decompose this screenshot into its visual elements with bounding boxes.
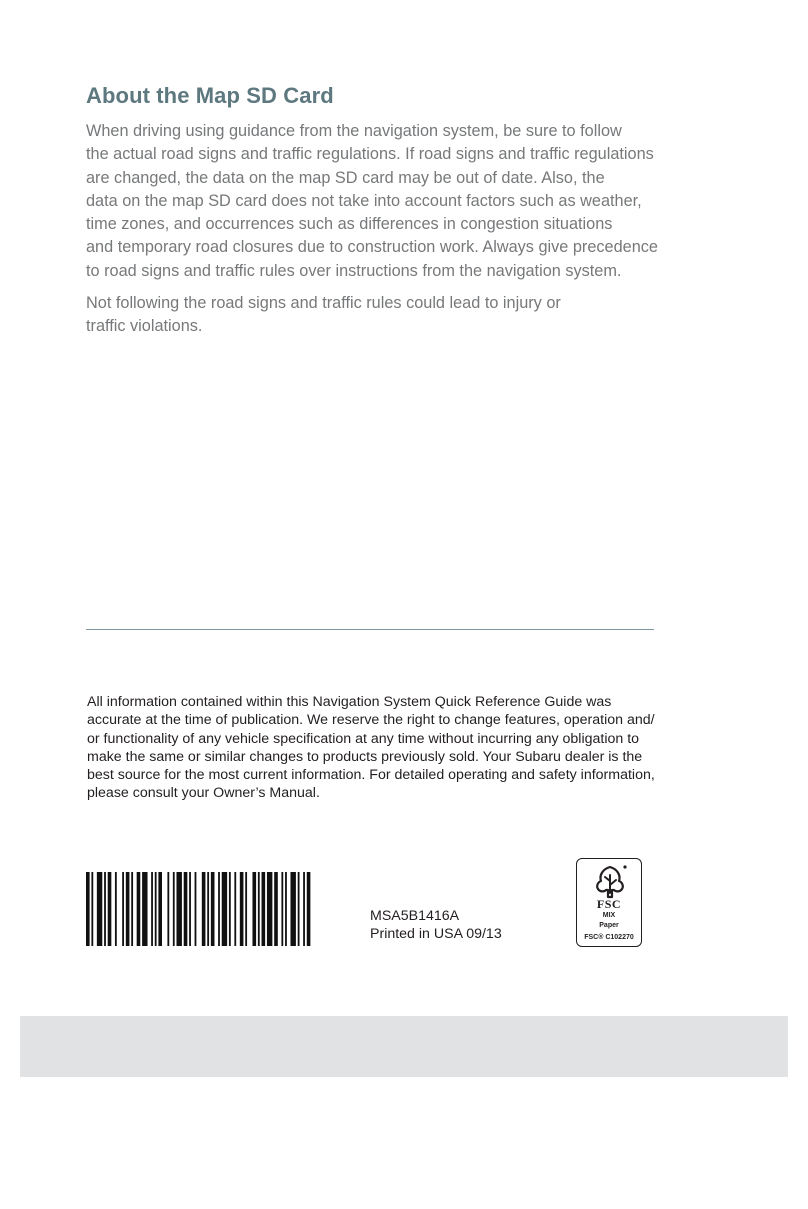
fsc-tree-icon — [590, 863, 630, 901]
section-heading: About the Map SD Card — [86, 83, 334, 108]
barcode-icon — [86, 872, 314, 946]
paragraph-line: data on the map SD card does not take into account factors such as weather, — [86, 191, 642, 210]
disclaimer-line: accurate at the time of publication. We reserve the right to change features, operation and/ — [87, 712, 655, 729]
paragraph-line: the actual road signs and traffic regulations. If road signs and traffic regulations — [86, 145, 654, 164]
disclaimer-text — [87, 693, 655, 803]
paragraph-guidance-notice — [86, 120, 658, 283]
horizontal-divider — [86, 629, 654, 630]
fsc-paper-label: Paper — [599, 922, 619, 929]
paragraph-line: Not following the road signs and traffic rules could lead to injury or — [86, 294, 561, 312]
disclaimer-line: best source for the most current information. For detailed operating and safety information, — [87, 767, 655, 784]
part-number: MSA5B1416A — [370, 908, 460, 924]
fsc-license-code: FSC® C102270 — [584, 934, 634, 941]
paragraph-line: When driving using guidance from the navigation system, be sure to follow — [86, 122, 622, 140]
paragraph-line: traffic violations. — [86, 317, 203, 336]
paragraph-line: and temporary road closures due to construction work. Always give precedence — [86, 238, 658, 257]
print-info — [370, 907, 502, 943]
fsc-mix-label: MIX — [602, 912, 616, 919]
paragraph-line: time zones, and occurrences such as differences in congestion situations — [86, 215, 613, 234]
disclaimer-line: please consult your Owner’s Manual. — [87, 785, 320, 802]
fsc-certification-logo — [576, 858, 642, 947]
bottom-gray-band — [20, 1016, 788, 1077]
paragraph-line: to road signs and traffic rules over instructions from the navigation system. — [86, 261, 622, 280]
paragraph-warning — [86, 292, 561, 339]
disclaimer-line: make the same or similar changes to products previously sold. Your Subaru dealer is the — [87, 748, 643, 765]
fsc-wordmark: FSC — [596, 897, 622, 911]
paragraph-line: are changed, the data on the map SD card may be out of date. Also, the — [86, 168, 605, 187]
disclaimer-line: All information contained within this Navigation System Quick Reference Guide was — [87, 694, 612, 710]
printed-date: Printed in USA 09/13 — [370, 926, 502, 942]
disclaimer-line: or functionality of any vehicle specification at any time without incurring any obligation to — [87, 730, 640, 747]
